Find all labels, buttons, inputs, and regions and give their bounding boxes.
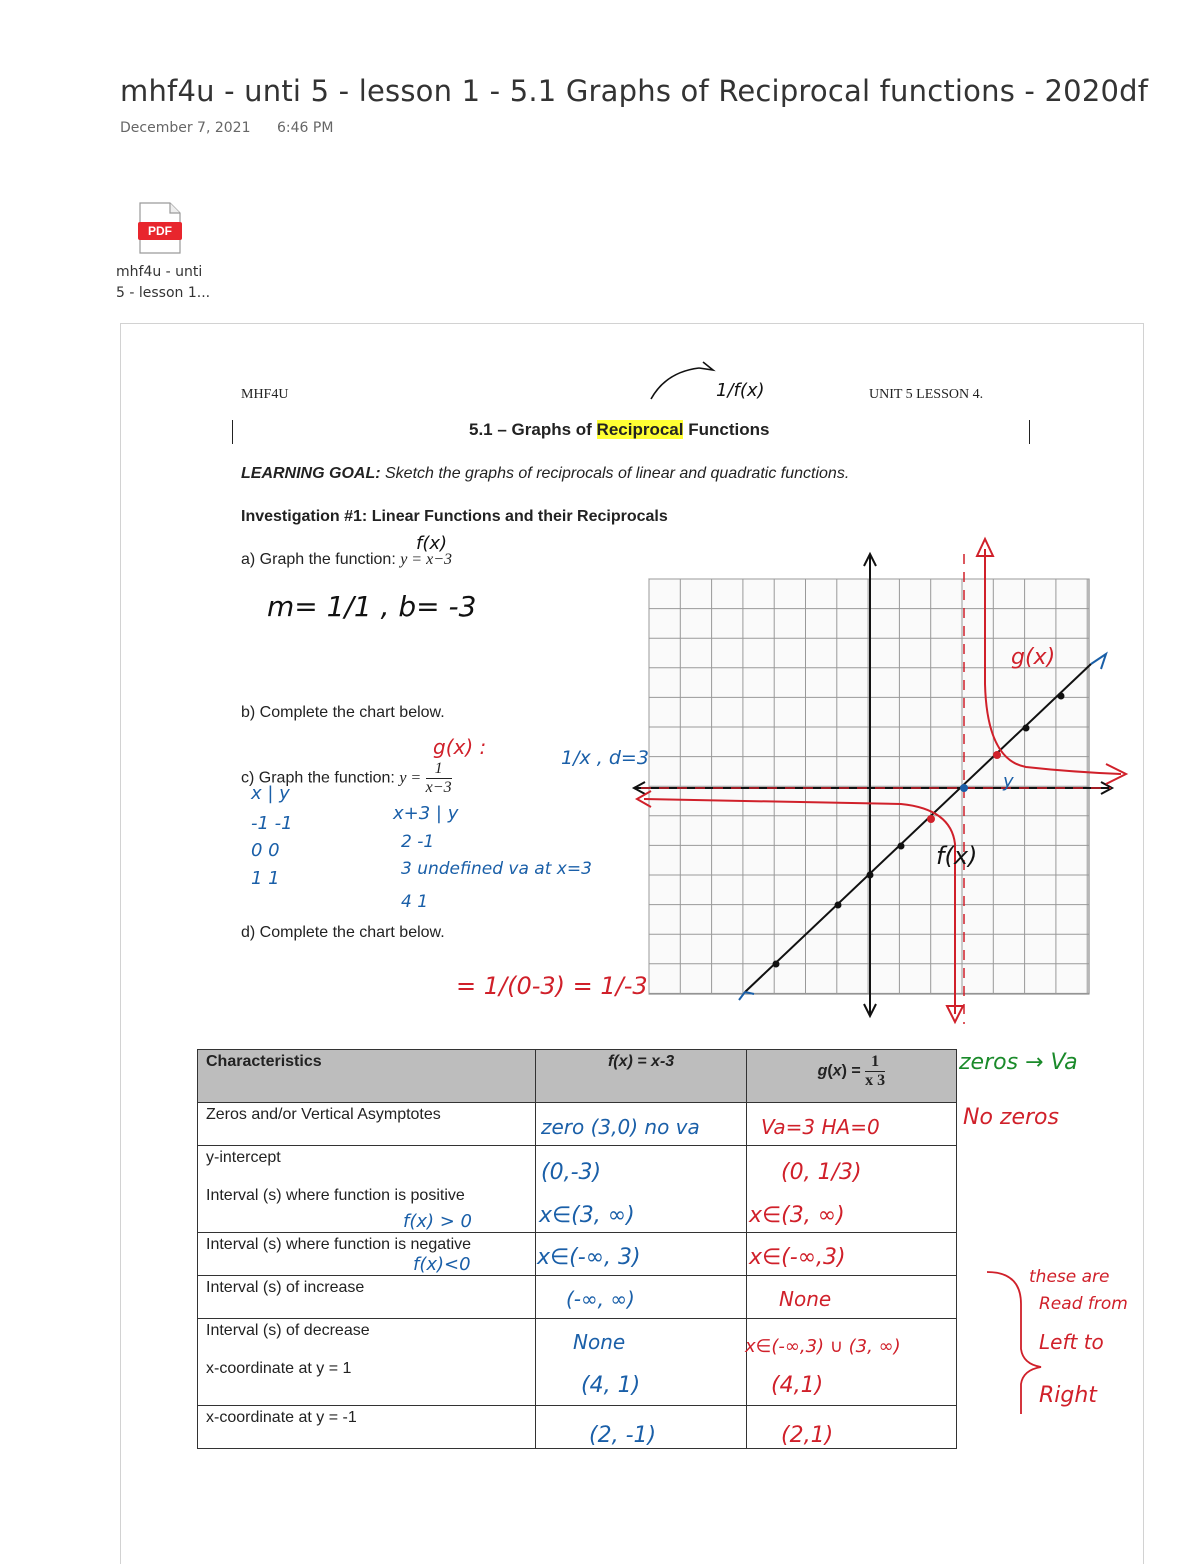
hw-table1-row: -1 -1 [251, 813, 293, 834]
hw-g-ym1: (2,1) [781, 1423, 834, 1448]
hw-gx-label: g(x) : [433, 735, 487, 759]
pdf-badge: PDF [148, 224, 172, 238]
unit-lesson: UNIT 5 LESSON 4. [869, 387, 984, 402]
hw-side-note: Left to [1039, 1330, 1104, 1354]
table-header: Characteristics [198, 1050, 536, 1103]
hw-g-dec: x∈(-∞,3) ∪ (3, ∞) [745, 1336, 901, 1357]
hw-g-y1: (4,1) [771, 1373, 824, 1398]
hw-g-neg: x∈(-∞,3) [749, 1245, 846, 1270]
hw-recip-note: 1/x , d=3 [561, 747, 649, 769]
graph-and-handwriting [121, 324, 1143, 1554]
row-label: Zeros and/or Vertical Asymptotes [198, 1103, 536, 1146]
hw-table1-row: 0 0 [251, 840, 280, 861]
hw-f-y1: (4, 1) [581, 1373, 641, 1398]
hw-g-pos: x∈(3, ∞) [749, 1203, 845, 1228]
hw-table2-row: 4 1 [401, 892, 429, 912]
hw-slope: m= 1/1 , b= -3 [267, 590, 477, 623]
hw-g-yint: (0, 1/3) [781, 1160, 862, 1185]
note-title: mhf4u - unti 5 - lesson 1 - 5.1 Graphs of Reciprocal functions - 2020df [120, 74, 1149, 108]
row-label: Interval (s) of decrease x-coordinate at y = 1 [198, 1319, 536, 1406]
hw-table2-row: 2 -1 [401, 832, 435, 852]
highlighted-word: Reciprocal [596, 420, 684, 439]
hw-side-note: these are [1029, 1267, 1110, 1287]
hw-graph-y: y [1003, 771, 1014, 792]
hw-arrow-note: 1/f(x) [716, 380, 765, 401]
hw-f-pos: x∈(3, ∞) [539, 1203, 635, 1228]
hw-graph-gx: g(x) [1011, 645, 1056, 670]
investigation-heading: Investigation #1: Linear Functions and their Reciprocals [241, 508, 668, 525]
hw-f-yint: (0,-3) [541, 1160, 602, 1185]
hw-f-dec: None [573, 1330, 626, 1354]
lesson-title: 5.1 – Graphs of Reciprocal Functions [469, 420, 770, 439]
row-label: y-intercept Interval (s) where function is positive [198, 1146, 536, 1233]
hw-side-note: Right [1039, 1383, 1097, 1408]
note-date: December 7, 2021 [120, 120, 251, 136]
hw-zeros-va: zeros → Va [959, 1050, 1078, 1075]
hw-table1-head: x | y [251, 783, 290, 804]
question-b: b) Complete the chart below. [241, 704, 445, 721]
hw-f-inc: (-∞, ∞) [566, 1287, 635, 1311]
hw-f-neg-label: f(x)<0 [413, 1254, 471, 1275]
hw-graph-fx: f(x) [936, 842, 978, 870]
hw-table2-row: 3 undefined va at x=3 [401, 859, 592, 879]
table-header: g(x) = $\frac{1}{x 3}$ [746, 1050, 956, 1103]
hw-f-ym1: (2, -1) [589, 1423, 657, 1448]
learning-goal: LEARNING GOAL: Sketch the graphs of reciprocals of linear and quadratic functions. [241, 465, 850, 482]
attachment-name: mhf4u - unti 5 - lesson 1... [116, 264, 211, 301]
row-label: x-coordinate at y = -1 [198, 1406, 536, 1449]
hw-fx-label: f(x) [416, 533, 448, 554]
question-a: a) Graph the function: y = x−3 [241, 551, 452, 568]
hw-f-pos-label: f(x) > 0 [403, 1211, 473, 1232]
hw-table1-row: 1 1 [251, 868, 280, 889]
hw-f-neg: x∈(-∞, 3) [537, 1245, 641, 1270]
row-label: Interval (s) where function is negative [198, 1233, 536, 1276]
worksheet-page [120, 323, 1144, 1564]
hw-f-zero: zero (3,0) no va [541, 1115, 700, 1139]
table-header: f(x) = x-3 [536, 1050, 746, 1103]
row-label: Interval (s) of increase [198, 1276, 536, 1319]
pdf-file-icon [138, 202, 182, 254]
question-c: c) Graph the function: y = $\frac{1}{x-3}$ [241, 760, 452, 796]
course-code: MHF4U [241, 387, 289, 402]
hw-calc: = 1/(0-3) = 1/-3 [456, 972, 648, 1000]
question-d: d) Complete the chart below. [241, 924, 445, 941]
hw-g-zero: Va=3 HA=0 [761, 1115, 880, 1139]
hw-table2-head: x+3 | y [393, 803, 459, 824]
hw-side-note: Read from [1039, 1294, 1128, 1314]
hw-no-zeros: No zeros [963, 1105, 1059, 1130]
hw-g-inc: None [779, 1287, 832, 1311]
note-time: 6:46 PM [277, 120, 334, 136]
